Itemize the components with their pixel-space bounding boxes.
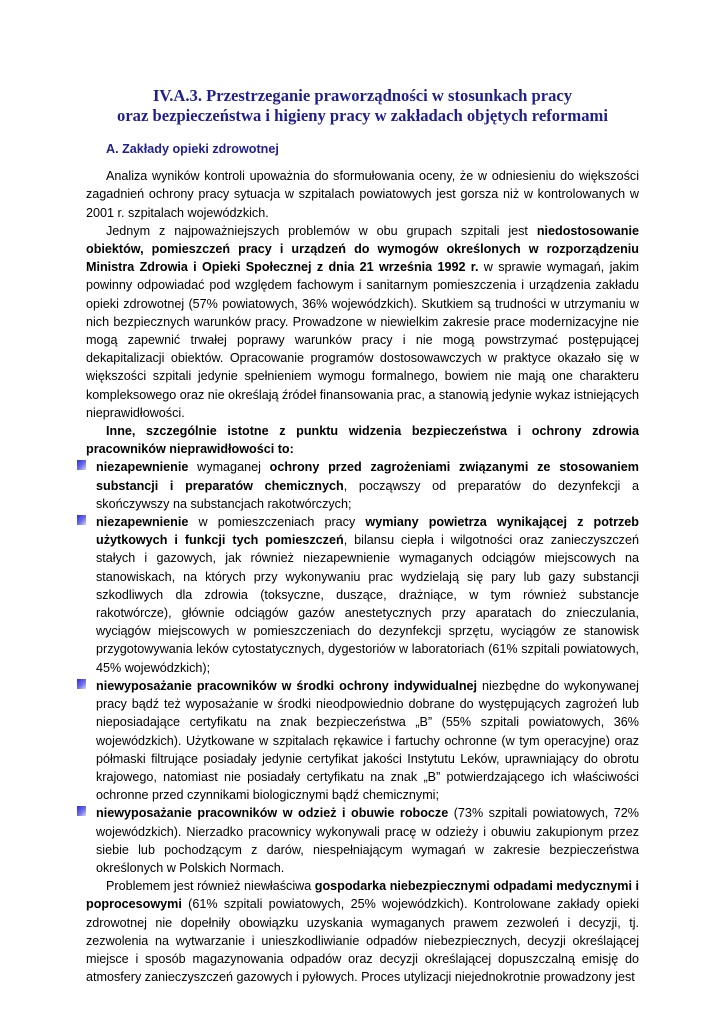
bullet-item: niewyposażanie pracowników w odzież i obuwie robocze (73% szpitali powiatowych, 72% wojewódzkich). Nierzadko pracownicy wykonywali pracę w odzieży i obuwiu zakupionym przez siebie lub pochodzącym z darów, niespełniającym wymagań w zakresie bezpieczeństwa określonych w Polskich Normach. [86,804,639,877]
paragraph-4: Problemem jest również niewłaściwa gospodarka niebezpiecznymi odpadami medycznymi i poprocesowymi (61% szpitali powiatowych, 25% wojewódzkich). Kontrolowane zakłady opieki zdrowotnej nie dopełniły obowiązku uzyskania wymaganych prawem zezwoleń i decyzji, tj. zezwolenia na wytwarzanie i unieszkodliwianie odpadów niebezpiecznych, decyzji określającej miejsce i sposób magazynowania odpadów oraz decyzji określającej dopuszczalną emisję do atmosfery zanieczyszczeń gazowych i pyłowych. Proces utylizacji niejednokrotnie prowadzony jest [86,879,640,985]
bullet-item: niezapewnienie w pomieszczeniach pracy wymiany powietrza wynikającej z potrzeb użytkowych i funkcji tych pomieszczeń, bilansu ciepła i wilgotności oraz zanieczyszczeń stałych i gazowych, jak również niezapewnienie wymaganych odciągów miejscowych na stanowiskach, na których przy wykonywaniu prac wydzielają się pary lub gazy substancji szkodliwych dla zdrowia (toksyczne, duszące, drażniące, w tym również substancje rakotwórcze), głównie odciągów gazów anestetycznych przy aparatach do znieczulania, wyciągów miejscowych w pomieszczeniach do dezynfekcji sprzętu, wyciągów ze stanowisk przygotowywania leków cytostatycznych, dygestoriów w laboratoriach (61% szpitali powiatowych, 45% wojewódzkich); [86,513,639,677]
document-page [86,86,639,986]
section-title-line-2: oraz bezpieczeństwa i higieny pracy w zakładach objętych reformami [117,106,608,125]
bullet-marker-icon [77,460,86,470]
bullet-marker-icon [77,515,86,525]
bullet-marker-icon [77,679,86,689]
paragraph-1: Analiza wyników kontroli upoważnia do sformułowania oceny, że w odniesieniu do większości zagadnień ochrony pracy sytuacja w szpitalach powiatowych jest gorsza niż w kontrolowanych w 2001 r. szpitalach wojewódzkich. [86,169,639,220]
section-title [76,86,649,126]
bullet-list [86,458,639,877]
paragraph-3: Inne, szczególnie istotne z punktu widzenia bezpieczeństwa i ochrony zdrowia pracowników nieprawidłowości to: [86,424,639,457]
subheading: A. Zakłady opieki zdrowotnej [106,142,279,156]
section-title-line-1: IV.A.3. Przestrzeganie praworządności w stosunkach pracy [152,86,573,105]
paragraph-2: Jednym z najpoważniejszych problemów w obu grupach szpitali jest niedostosowanie obiektów, pomieszczeń pracy i urządzeń do wymogów określonych w rozporządzeniu Ministra Zdrowia i Opieki Społecznej z dnia 21 września 1992 r. w sprawie wymagań, jakim powinny odpowiadać pod względem fachowym i sanitarnym pomieszczenia i urządzenia zakładu opieki zdrowotnej (57% powiatowych, 36% wojewódzkich). Skutkiem są trudności w utrzymaniu w nich bezpiecznych warunków pracy. Prowadzone w niewielkim zakresie prace modernizacyjne nie mogą zapewnić trwałej poprawy warunków pracy i nie mogą powstrzymać postępującej dekapitalizacji obiektów. Opracowanie programów dostosowawczych w praktyce okazało się w większości szpitali jedynie spełnieniem wymogu formalnego, bowiem nie mają one charakteru kompleksowego oraz nie określają źródeł finansowania prac, a stanowią jedynie wykaz istniejących nieprawidłowości. [86,223,640,420]
bullet-item: niewyposażanie pracowników w środki ochrony indywidualnej niezbędne do wykonywanej pracy bądź też wyposażanie w środki nieodpowiednio dobrane do występujących zagrożeń lub nieposiadające certyfikatu na znak bezpieczeństwa „B” (55% szpitali powiatowych, 36% wojewódzkich). Użytkowane w szpitalach rękawice i fartuchy ochronne (w tym operacyjne) oraz półmaski filtrujące posiadały jedynie certyfikat jakości Instytutu Leków, uprawniający do obrotu krajowego, natomiast nie posiadały certyfikatu na znak „B” potwierdzającego ich właściwości ochronne przed czynnikami biologicznymi bądź chemicznymi; [86,677,639,804]
bullet-marker-icon [77,806,86,816]
bullet-item: niezapewnienie wymaganej ochrony przed zagrożeniami związanymi ze stosowaniem substancji i preparatów chemicznych, począwszy od preparatów do dezynfekcji a skończywszy na substancjach rakotwórczych; [86,458,639,513]
